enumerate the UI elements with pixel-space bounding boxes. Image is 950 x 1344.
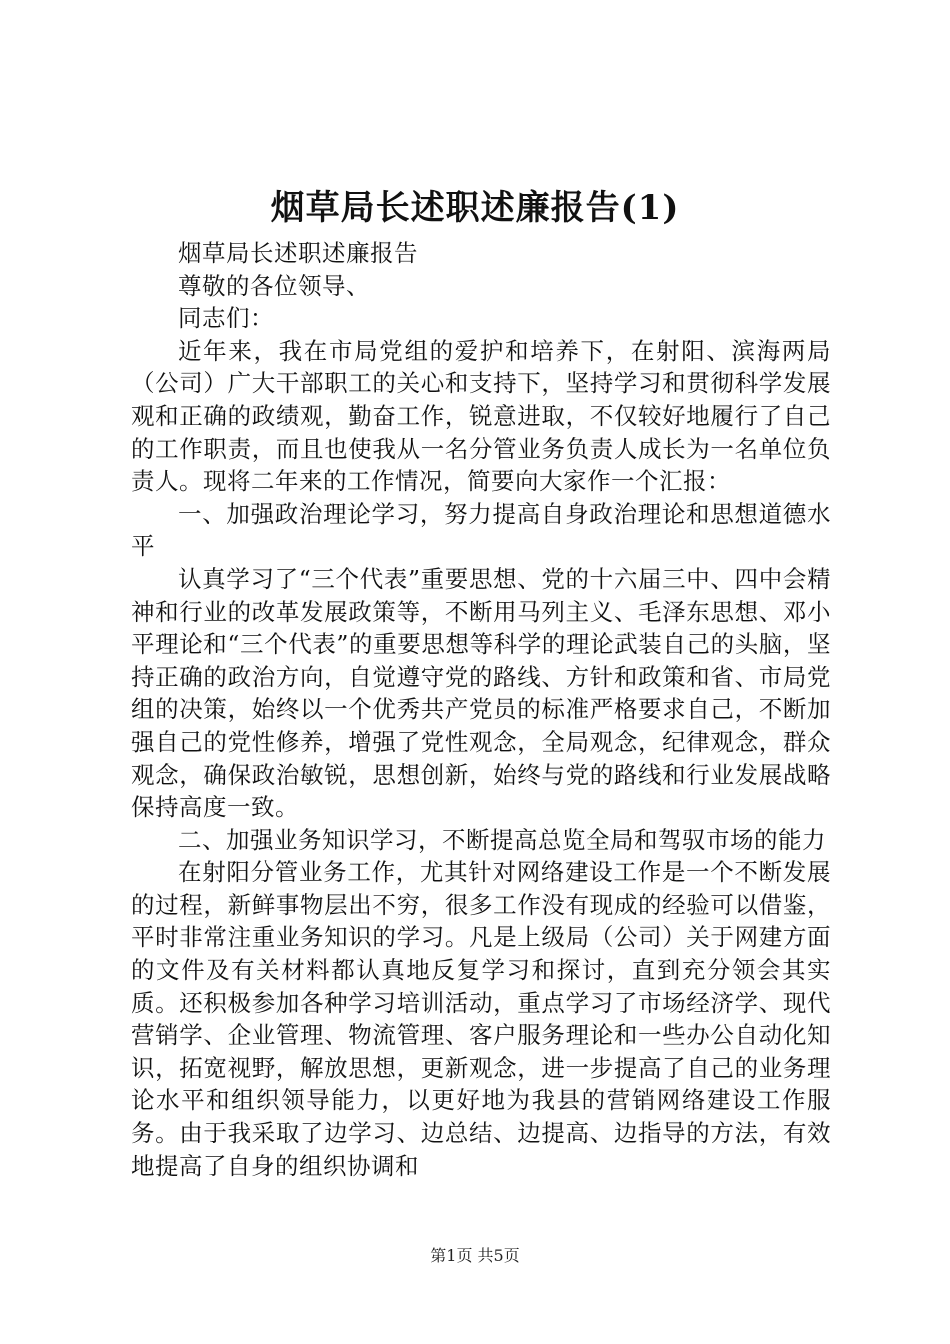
- document-body: [131, 237, 831, 1182]
- paragraph-intro: 近年来，我在市局党组的爱护和培养下，在射阳、滨海两局（公司）广大干部职工的关心和支持下，坚持学习和贯彻科学发展观和正确的政绩观，勤奋工作，锐意进取，不仅较好地履行了自己的工作职责，而且也使我从一名分管业务负责人成长为一名单位负责人。现将二年来的工作情况，简要向大家作一个汇报：: [131, 336, 831, 496]
- paragraph-salutation: 尊敬的各位领导、: [178, 271, 370, 300]
- paragraph-salutation-2: 同志们：: [178, 304, 274, 333]
- document-title: 烟草局长述职述廉报告(1): [270, 188, 680, 228]
- paragraph-subtitle: 烟草局长述职述廉报告: [178, 239, 418, 267]
- page-footer: 第1页 共5页: [430, 1246, 520, 1265]
- section-heading-2: 二、加强业务知识学习，不断提高总览全局和驾驭市场的能力: [178, 825, 826, 854]
- paragraph-section-2: 在射阳分管业务工作，尤其针对网络建设工作是一个不断发展的过程，新鲜事物层出不穷，很多工作没有现成的经验可以借鉴，平时非常注重业务知识的学习。凡是上级局（公司）关于网建方面的文件及有关材料都认真地反复学习和探讨，直到充分领会其实质。还积极参加各种学习培训活动，重点学习了市场经济学、现代营销学、企业管理、物流管理、客户服务理论和一些办公自动化知识，拓宽视野，解放思想，更新观念，进一步提高了自己的业务理论水平和组织领导能力，以更好地为我县的营销网络建设工作服务。由于我采取了边学习、边总结、边提高、边指导的方法，有效地提高了自身的组织协调和: [131, 858, 831, 1180]
- section-heading-1: 一、加强政治理论学习，努力提高自身政治理论和思想道德水平: [131, 499, 831, 561]
- paragraph-section-1: 认真学习了“三个代表”重要思想、党的十六届三中、四中会精神和行业的改革发展政策等，不断用马列主义、毛泽东思想、邓小平理论和“三个代表”的重要思想等科学的理论武装自己的头脑，坚持正确的政治方向，自觉遵守党的路线、方针和政策和省、市局党组的决策，始终以一个优秀共产党员的标准严格要求自己，不断加强自己的党性修养，增强了党性观念，全局观念，纪律观念，群众观念，确保政治敏锐，思想创新，始终与党的路线和行业发展战略保持高度一致。: [131, 564, 831, 822]
